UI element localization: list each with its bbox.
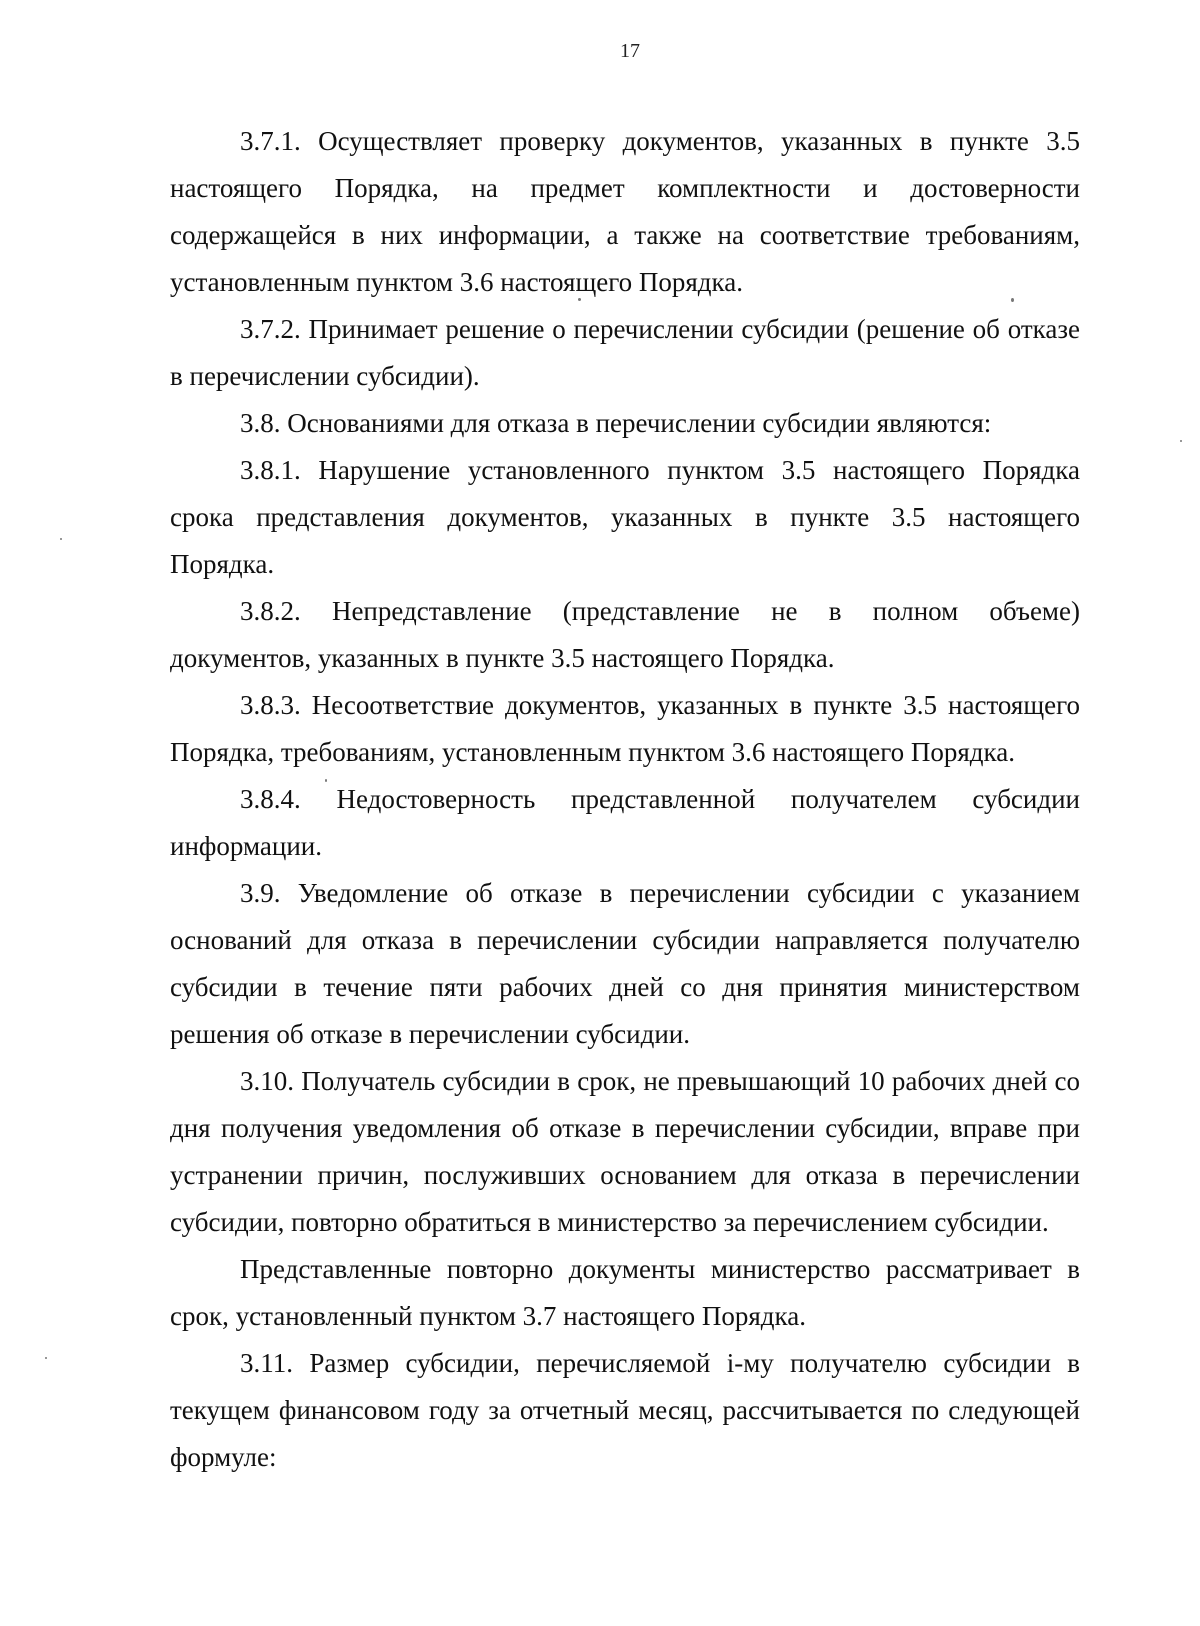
paragraph-3-9: 3.9. Уведомление об отказе в перечислении субсидии с указанием оснований для отказа в перечислении субсидии направляется получателю субсидии в течение пяти рабочих дней со дня принятия министерством решения об отказе в перечислении субсидии. xyxy=(170,878,1080,1049)
scan-speck xyxy=(1011,298,1014,302)
paragraph-3-8: 3.8. Основаниями для отказа в перечислении субсидии являются: xyxy=(240,408,992,438)
paragraph-3-8-3: 3.8.3. Несоответствие документов, указанных в пункте 3.5 настоящего Порядка, требованиям, установленным пунктом 3.6 настоящего Порядка. xyxy=(170,690,1080,767)
scan-speck xyxy=(1180,440,1182,442)
document-body xyxy=(170,118,1080,1481)
paragraph-resubmission: Представленные повторно документы министерство рассматривает в срок, установленный пунктом 3.7 настоящего Порядка. xyxy=(170,1254,1080,1331)
scan-speck xyxy=(60,538,62,540)
paragraph-3-8-4: 3.8.4. Недостоверность представленной получателем субсидии информации. xyxy=(170,784,1080,861)
paragraph-3-7-2: 3.7.2. Принимает решение о перечислении субсидии (решение об отказе в перечислении субсидии). xyxy=(170,314,1080,391)
paragraph-3-11: 3.11. Размер субсидии, перечисляемой i-му получателю субсидии в текущем финансовом году за отчетный месяц, рассчитывается по следующей формуле: xyxy=(170,1348,1080,1472)
scan-speck xyxy=(578,298,581,301)
paragraph-3-8-1: 3.8.1. Нарушение установленного пунктом 3.5 настоящего Порядка срока представления документов, указанных в пункте 3.5 настоящего Порядка. xyxy=(170,455,1080,579)
paragraph-3-8-2: 3.8.2. Непредставление (представление не в полном объеме) документов, указанных в пункте 3.5 настоящего Порядка. xyxy=(170,596,1080,673)
paragraph-3-10: 3.10. Получатель субсидии в срок, не превышающий 10 рабочих дней со дня получения уведомления об отказе в перечислении субсидии, вправе при устранении причин, послуживших основанием для отказа в перечислении субсидии, повторно обратиться в министерство за перечислением субсидии. xyxy=(170,1066,1080,1237)
page-number: 17 xyxy=(620,40,640,62)
scan-speck xyxy=(45,1357,47,1359)
scan-speck xyxy=(325,779,327,782)
paragraph-3-7-1: 3.7.1. Осуществляет проверку документов, указанных в пункте 3.5 настоящего Порядка, на предмет комплектности и достоверности содержащейся в них информации, а также на соответствие требованиям, установленным пунктом 3.6 настоящего Порядка. xyxy=(170,126,1080,297)
